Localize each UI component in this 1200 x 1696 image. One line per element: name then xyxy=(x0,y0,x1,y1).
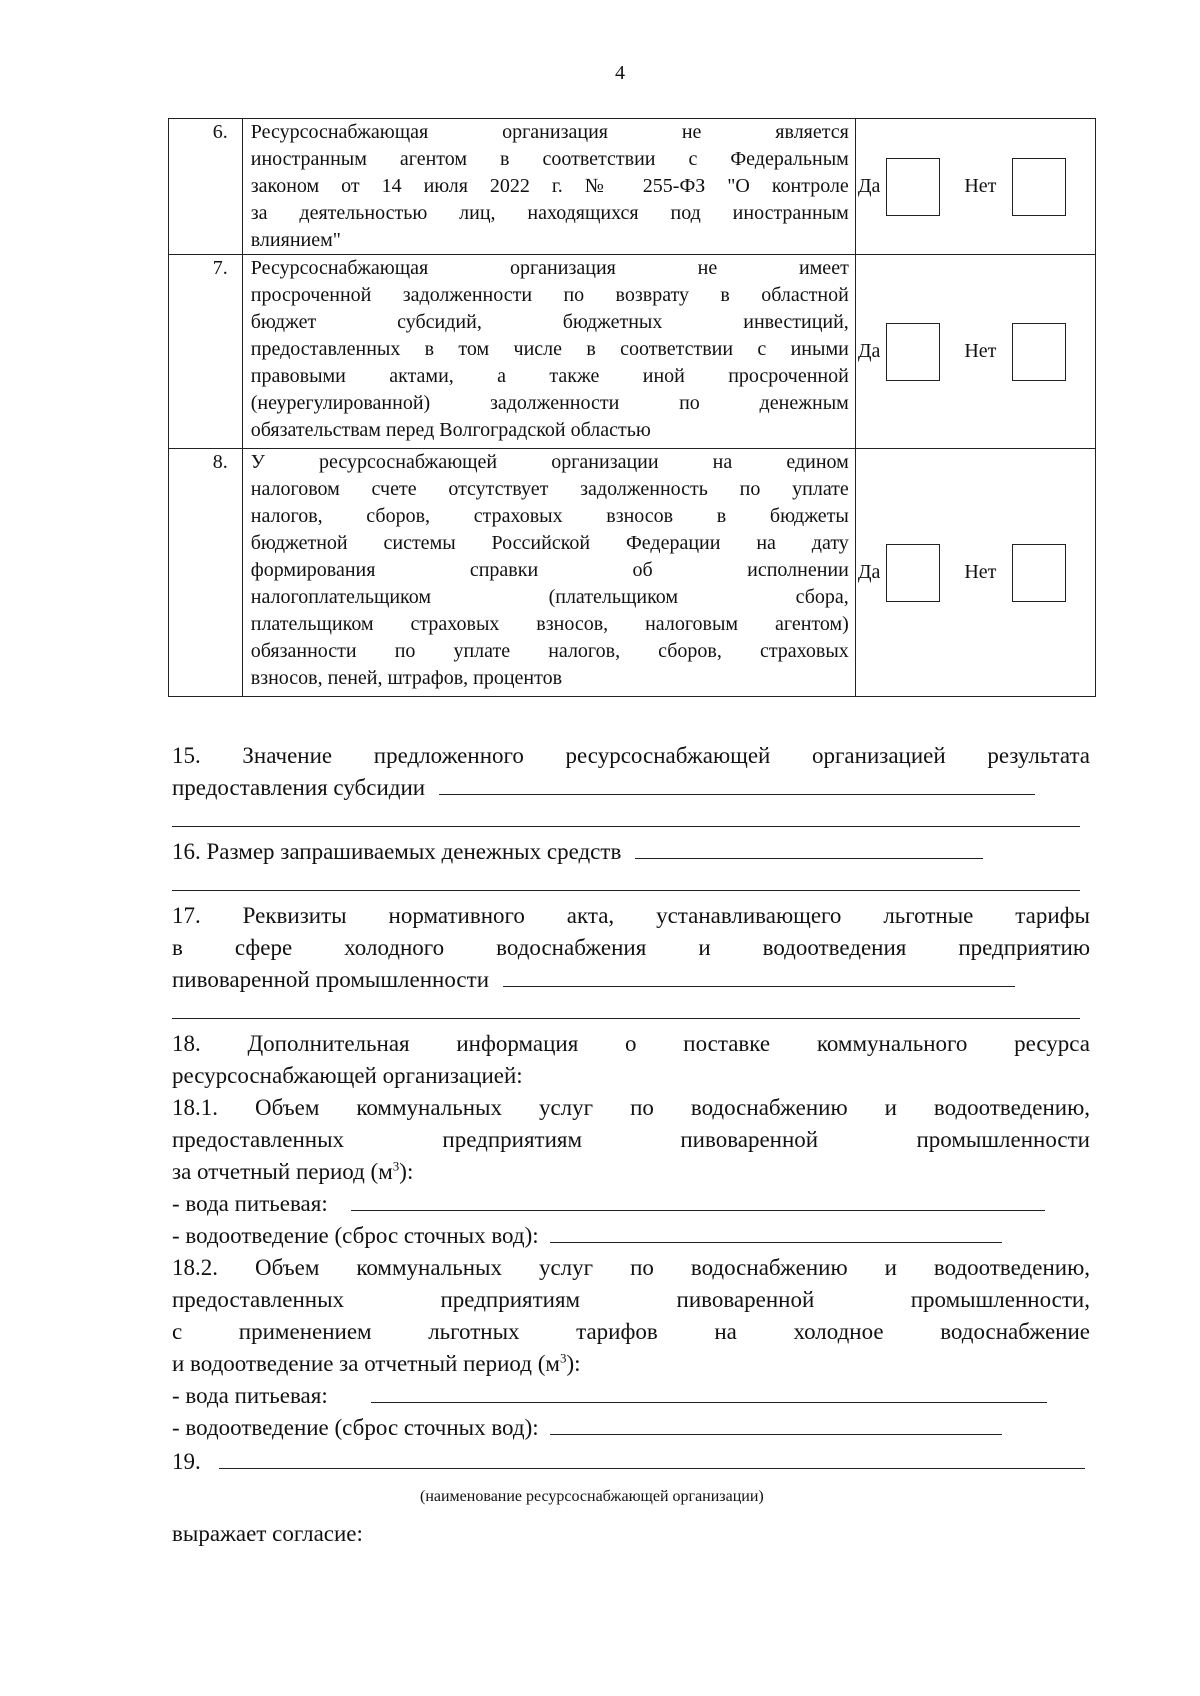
row-text-line: Ресурсоснабжающая организация не является xyxy=(250,121,849,143)
yes-label: Да xyxy=(857,561,881,583)
no-label: Нет xyxy=(964,340,997,362)
row-text xyxy=(242,119,855,255)
row-text-line: налогоплательщиком (плательщиком сбора, xyxy=(250,586,849,608)
sewer-label: - водоотведение (сброс сточных вод): xyxy=(172,1223,539,1248)
item-15-line-2 xyxy=(172,772,1090,804)
row-number: 8. xyxy=(169,449,243,697)
table-row xyxy=(169,255,1096,449)
row-text-line: за деятельностью лиц, находящихся под иностранным xyxy=(250,202,849,224)
row-text-line: Ресурсоснабжающая организация не имеет xyxy=(250,257,849,279)
item-18-2-text-end: ): xyxy=(566,1351,581,1376)
yes-label: Да xyxy=(857,175,881,197)
water-input[interactable] xyxy=(371,1380,1047,1403)
row-text-line: взносов, пеней, штрафов, процентов xyxy=(250,667,563,689)
item-18-2-water xyxy=(172,1380,1090,1412)
row-text-line: налоговом счете отсутствует задолженность по уплате xyxy=(250,478,849,500)
item-18-2-line-4 xyxy=(172,1348,1090,1380)
answer-cell xyxy=(855,119,1095,255)
row-text-line: иностранным агентом в соответствии с Федеральным xyxy=(250,148,849,170)
row-text-line: формирования справки об исполнении xyxy=(250,559,849,581)
row-text-line: У ресурсоснабжающей организации на едином xyxy=(250,451,849,473)
row-number: 7. xyxy=(169,255,243,449)
yes-checkbox[interactable] xyxy=(886,544,940,602)
criteria-table xyxy=(168,118,1096,697)
no-label: Нет xyxy=(964,561,997,583)
item-16 xyxy=(172,836,1090,868)
item-18-2-line-3: с применением льготных тарифов на холодное водоснабжение xyxy=(172,1319,1090,1344)
item-17-line-2: в сфере холодного водоснабжения и водоотведения предприятию xyxy=(172,935,1090,960)
item-18-1-line-2: предоставленных предприятиям пивоваренной промышленности xyxy=(172,1127,1090,1152)
row-text-line: налогов, сборов, страховых взносов в бюджеты xyxy=(250,505,849,527)
row-text-line: правовыми актами, а также иной просроченной xyxy=(250,365,849,387)
item-17-label: пивоваренной промышленности xyxy=(172,967,490,992)
no-checkbox[interactable] xyxy=(1012,544,1066,602)
item-16-continuation-line[interactable] xyxy=(172,890,1080,891)
item-15-line-1: 15. Значение предложенного ресурсоснабжающей организацией результата xyxy=(172,743,1090,768)
organization-name-caption: (наименование ресурсоснабжающей организации) xyxy=(420,1488,764,1505)
item-18-2-line-2: предоставленных предприятиям пивоваренной промышленности, xyxy=(172,1287,1090,1312)
yes-checkbox[interactable] xyxy=(886,158,940,216)
sewer-input[interactable] xyxy=(550,1412,1002,1435)
item-18-2-text: и водоотведение за отчетный период (м xyxy=(172,1351,560,1376)
water-label: - вода питьевая: xyxy=(172,1383,328,1408)
item-19 xyxy=(172,1446,1090,1478)
item-16-label: 16. Размер запрашиваемых денежных средств xyxy=(172,839,622,864)
sewer-input[interactable] xyxy=(550,1220,1002,1243)
no-checkbox[interactable] xyxy=(1012,158,1066,216)
item-15-input[interactable] xyxy=(439,772,1035,795)
item-18-1-text: за отчетный период (м xyxy=(172,1159,393,1184)
item-18-line-1: 18. Дополнительная информация о поставке коммунального ресурса xyxy=(172,1031,1090,1056)
item-18-1-line-1: 18.1. Объем коммунальных услуг по водоснабжению и водоотведению, xyxy=(172,1095,1090,1120)
yes-label: Да xyxy=(857,340,881,362)
item-18-line-2: ресурсоснабжающей организацией: xyxy=(172,1063,523,1088)
item-17-line-1: 17. Реквизиты нормативного акта, устанавливающего льготные тарифы xyxy=(172,903,1090,928)
yes-checkbox[interactable] xyxy=(886,323,940,381)
item-15-label: предоставления субсидии xyxy=(172,775,426,800)
no-label: Нет xyxy=(964,175,997,197)
item-16-input[interactable] xyxy=(635,836,983,859)
water-label: - вода питьевая: xyxy=(172,1191,328,1216)
item-17-input[interactable] xyxy=(503,964,1015,987)
item-15-continuation-line[interactable] xyxy=(172,826,1080,827)
item-17-line-3 xyxy=(172,964,1090,996)
table-row xyxy=(169,119,1096,255)
row-text-line: влиянием" xyxy=(250,229,341,251)
row-text xyxy=(242,449,855,697)
consent-text: выражает согласие: xyxy=(172,1521,363,1546)
sewer-label: - водоотведение (сброс сточных вод): xyxy=(172,1415,539,1440)
row-text-line: бюджетной системы Российской Федерации на дату xyxy=(250,532,849,554)
page-number: 4 xyxy=(615,62,625,84)
row-text xyxy=(242,255,855,449)
superscript-3: 3 xyxy=(559,1350,567,1366)
row-text-line: законом от 14 июля 2022 г. № 255-ФЗ "О контроле xyxy=(250,175,849,197)
item-17-continuation-line[interactable] xyxy=(172,1018,1080,1019)
item-18-2-line-1: 18.2. Объем коммунальных услуг по водоснабжению и водоотведению, xyxy=(172,1255,1090,1280)
superscript-3: 3 xyxy=(392,1158,400,1174)
row-text-line: бюджет субсидий, бюджетных инвестиций, xyxy=(250,311,849,333)
item-18-2-sewer xyxy=(172,1412,1090,1444)
item-18-1-sewer xyxy=(172,1220,1090,1252)
row-text-line: предоставленных в том числе в соответствии с иными xyxy=(250,338,849,360)
row-text-line: обязанности по уплате налогов, сборов, страховых xyxy=(250,640,849,662)
row-text-line: обязательствам перед Волгоградской областью xyxy=(250,419,651,441)
row-text-line: плательщиком страховых взносов, налоговым агентом) xyxy=(250,613,849,635)
answer-cell xyxy=(855,449,1095,697)
item-18-1-water xyxy=(172,1188,1090,1220)
item-18-1-text-end: ): xyxy=(399,1159,414,1184)
row-text-line: (неурегулированной) задолженности по денежным xyxy=(250,392,849,414)
organization-name-input[interactable] xyxy=(219,1446,1085,1469)
row-number: 6. xyxy=(169,119,243,255)
row-text-line: просроченной задолженности по возврату в областной xyxy=(250,284,849,306)
no-checkbox[interactable] xyxy=(1012,323,1066,381)
item-18-1-line-3 xyxy=(172,1156,1090,1188)
item-19-number: 19. xyxy=(172,1449,201,1474)
water-input[interactable] xyxy=(351,1188,1045,1211)
table-row xyxy=(169,449,1096,697)
answer-cell xyxy=(855,255,1095,449)
